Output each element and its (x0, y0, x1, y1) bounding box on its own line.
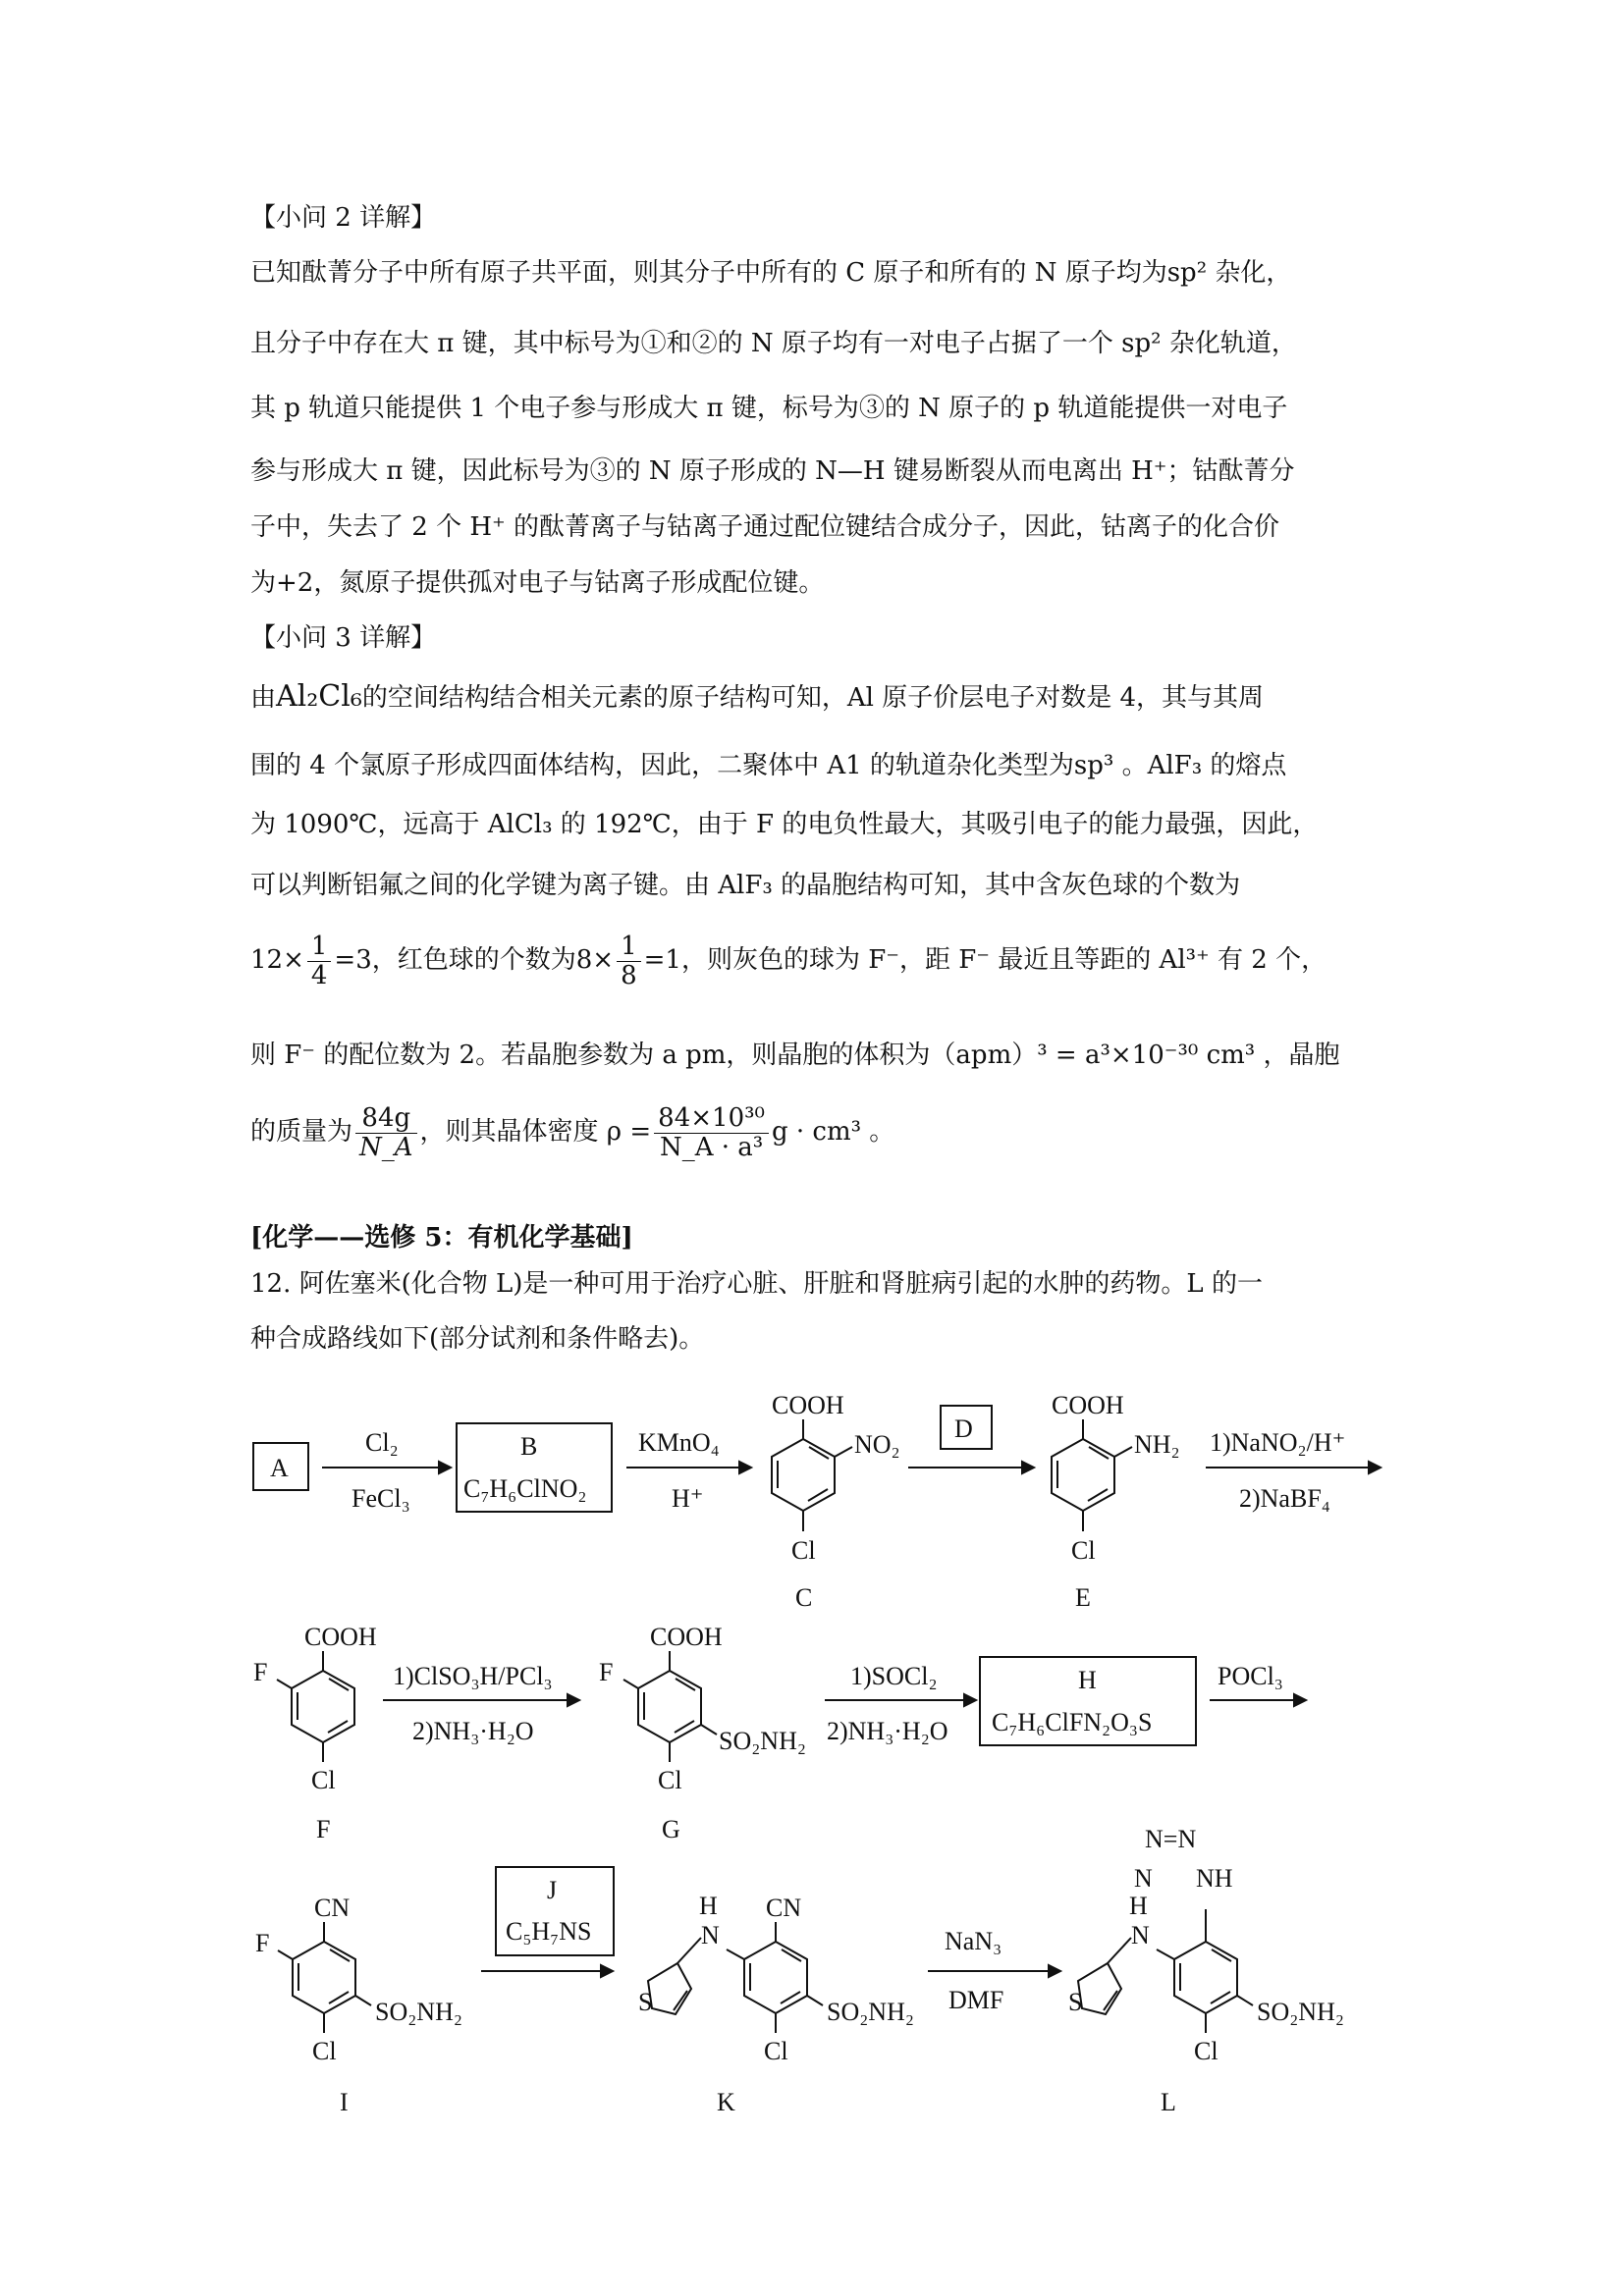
label-c: C (795, 1583, 813, 1612)
compound-f-structure (277, 1651, 354, 1762)
box-b-formula: C₇H₆ClNO₂ (463, 1474, 587, 1503)
box-j-name: J (547, 1876, 558, 1904)
reagent-5-bottom: 2)NH₃·H₂O (412, 1717, 534, 1745)
q3-line-7-c: g · cm³ 。 (771, 1117, 895, 1148)
q3-line-5-b: =3，红色球的个数为8× (334, 945, 615, 976)
group-f-g: F (599, 1658, 614, 1686)
group-h-k: H (699, 1892, 718, 1920)
compound-k-structure (648, 1922, 823, 2033)
fraction-mass: $\frac{84g}{N\_A}$ (355, 1104, 417, 1161)
group-h-l: H (1129, 1892, 1148, 1920)
label-f: F (316, 1815, 331, 1843)
reagent-1-bottom: FeCl₃ (352, 1484, 410, 1513)
group-n-k: N (701, 1921, 720, 1949)
q3-line-3: 为 1090℃，远高于 AlCl₃ 的 192℃，由于 F 的电负性最大，其吸引电子的能力最强，因此， (250, 810, 1319, 839)
section-title: [化学——选修 5：有机化学基础] (250, 1223, 633, 1253)
q12-line-2: 种合成路线如下(部分试剂和条件略去)。 (250, 1324, 705, 1354)
reagent-6-bottom: 2)NH₃·H₂O (827, 1717, 948, 1745)
label-e: E (1075, 1583, 1091, 1612)
box-j-formula: C₅H₇NS (506, 1917, 592, 1946)
tetrazole-n: N (1134, 1864, 1153, 1893)
compound-l-structure (1078, 1909, 1253, 2033)
box-d-label: D (954, 1415, 973, 1443)
reagent-9-top: NaN₃ (945, 1927, 1002, 1955)
q12-line-1: 12. 阿佐塞米(化合物 L)是一种可用于治疗心脏、肝脏和肾脏病引起的水肿的药物。L 的一 (250, 1269, 1263, 1299)
group-cl-e: Cl (1071, 1536, 1096, 1565)
fraction-density: $\frac{\text{84×10³⁰}}{\text{N\_A · a³}}$ (654, 1104, 769, 1161)
q2-line-2: 且分子中存在大 π 键，其中标号为①和②的 N 原子均有一对电子占据了一个 sp² 杂化轨道， (250, 329, 1297, 358)
q3-line-5-a: 12× (250, 945, 304, 976)
reagent-5-top: 1)ClSO₃H/PCl₃ (393, 1662, 553, 1690)
label-i: I (340, 2088, 349, 2116)
group-cl-l: Cl (1194, 2037, 1218, 2065)
label-box-a: A (270, 1454, 289, 1482)
label-g: G (662, 1815, 680, 1843)
box-h-formula: C₇H₆ClFN₂O₃S (992, 1708, 1153, 1736)
q2-line-6: 为+2，氮原子提供孤对电子与钴离子形成配位键。 (250, 568, 825, 598)
group-cn-i: CN (314, 1894, 351, 1922)
reagent-4-bottom: 2)NaBF₄ (1239, 1484, 1330, 1513)
group-cl-f: Cl (311, 1766, 336, 1794)
compound-e-structure (1052, 1419, 1132, 1531)
compound-i-structure (278, 1922, 371, 2033)
group-so2nh2-i: SO₂NH₂ (375, 1998, 462, 2026)
group-cooh-f: COOH (304, 1623, 377, 1651)
q3-line-7-a: 的质量为 (250, 1117, 353, 1148)
reagent-7-top: POCl₃ (1218, 1662, 1283, 1690)
tetrazole-top: N=N (1145, 1825, 1197, 1853)
box-h-name: H (1078, 1666, 1097, 1694)
q2-line-4: 参与形成大 π 键，因此标号为③的 N 原子形成的 N—H 键易断裂从而电离出 H⁺；钴酞菁分 (250, 456, 1295, 486)
group-cn-k: CN (766, 1894, 802, 1922)
q2-heading: 【小问 2 详解】 (250, 203, 437, 233)
group-cooh-g: COOH (650, 1623, 723, 1651)
group-cooh-c: COOH (772, 1391, 844, 1419)
q3-line-1-b: 的空间结构结合相关元素的原子结构可知，Al 原子价层电子对数是 4，其与其周 (361, 683, 1265, 713)
q2-line-5: 子中，失去了 2 个 H⁺ 的酞菁离子与钴离子通过配位键结合成分子，因此，钴离子的化合价 (250, 512, 1279, 542)
group-nh2-e: NH₂ (1134, 1430, 1180, 1459)
label-l: L (1161, 2088, 1176, 2116)
q3-line-4: 可以判断铝氟之间的化学键为离子键。由 AlF₃ 的晶胞结构可知，其中含灰色球的个数为 (250, 871, 1241, 900)
label-k: K (717, 2088, 735, 2116)
reagent-1-top: Cl₂ (365, 1428, 399, 1457)
group-so2nh2-l: SO₂NH₂ (1257, 1998, 1344, 2026)
reagent-9-bottom: DMF (948, 1986, 1004, 2014)
al2cl6-formula: Al₂Cl₆ (276, 679, 362, 714)
group-no2-c: NO₂ (854, 1430, 900, 1459)
reagent-2-bottom: H⁺ (672, 1484, 704, 1513)
fraction-1-8: $\frac{1}{8}$ (617, 933, 641, 989)
reagent-2-top: KMnO₄ (638, 1428, 720, 1457)
group-n-l: N (1131, 1921, 1150, 1949)
tetrazole-nh: NH (1196, 1864, 1233, 1893)
box-b-name: B (520, 1432, 538, 1461)
group-f-f: F (253, 1658, 268, 1686)
compound-g-structure (623, 1651, 717, 1762)
group-s-k: S (638, 1988, 653, 2016)
q2-line-3: 其 p 轨道只能提供 1 个电子参与形成大 π 键，标号为③的 N 原子的 p 轨道能提供一对电子 (250, 394, 1288, 423)
reagent-4-top: 1)NaNO₂/H⁺ (1210, 1428, 1346, 1457)
q3-line-6: 则 F⁻ 的配位数为 2。若晶胞参数为 a pm，则晶胞的体积为（apm）³ = a³×10⁻³⁰ cm³ ，晶胞 (250, 1041, 1340, 1070)
compound-c-structure (772, 1419, 852, 1531)
group-cl-i: Cl (312, 2037, 337, 2065)
group-cooh-e: COOH (1052, 1391, 1124, 1419)
q2-line-1: 已知酞菁分子中所有原子共平面，则其分子中所有的 C 原子和所有的 N 原子均为sp² 杂化， (250, 258, 1292, 288)
fraction-1-4: $\frac{1}{4}$ (307, 933, 332, 989)
group-cl-c: Cl (791, 1536, 816, 1565)
reagent-6-top: 1)SOCl₂ (850, 1662, 938, 1690)
q3-line-7-b: ，则其晶体密度 ρ = (419, 1117, 652, 1148)
q3-heading: 【小问 3 详解】 (250, 623, 437, 653)
group-cl-k: Cl (764, 2037, 788, 2065)
group-so2nh2-k: SO₂NH₂ (827, 1998, 914, 2026)
group-cl-g: Cl (658, 1766, 682, 1794)
group-s-l: S (1068, 1988, 1083, 2016)
q3-line-5-c: =1，则灰色的球为 F⁻，距 F⁻ 最近且等距的 Al³⁺ 有 2 个， (643, 945, 1327, 976)
group-so2nh2-g: SO₂NH₂ (719, 1727, 806, 1755)
q3-line-1-a: 由 (250, 683, 277, 713)
group-f-i: F (255, 1929, 270, 1957)
q3-line-2: 围的 4 个氯原子形成四面体结构，因此，二聚体中 A1 的轨道杂化类型为sp³ 。AlF₃ 的熔点 (250, 751, 1287, 780)
